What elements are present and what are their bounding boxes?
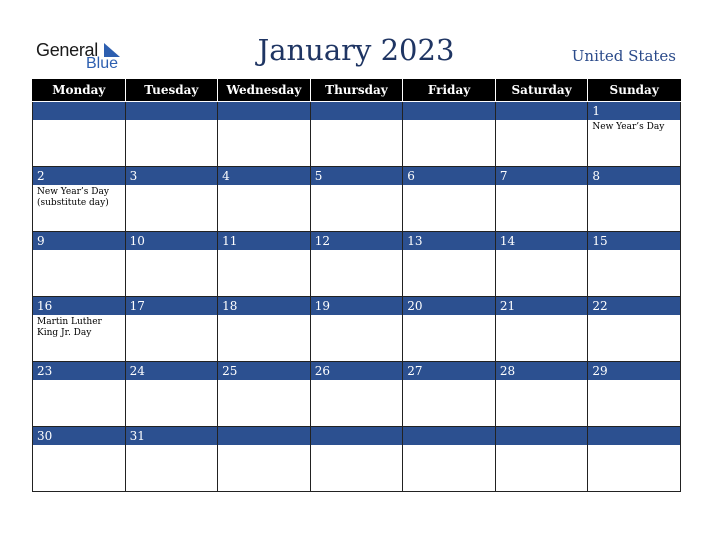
holiday-label: [33, 120, 125, 122]
day-number-bar: 18: [218, 297, 310, 315]
day-number-bar: 24: [126, 362, 218, 380]
holiday-label: Martin Luther King Jr. Day: [37, 317, 102, 338]
holiday-label: [126, 120, 218, 122]
day-number-bar: 30: [33, 427, 125, 445]
calendar-day-cell: [33, 297, 126, 362]
holiday-label: [588, 445, 680, 447]
calendar-day-cell: [495, 362, 588, 427]
calendar-day-cell: [218, 232, 311, 297]
holiday-label: [496, 380, 588, 382]
day-number-bar: 4: [218, 167, 310, 185]
holiday-label: [218, 445, 310, 447]
calendar-day-cell: [403, 297, 496, 362]
calendar-week-row: [33, 167, 681, 232]
holiday-label: [496, 445, 588, 447]
holiday-label: [126, 445, 218, 447]
calendar-week-row: [33, 232, 681, 297]
calendar-day-cell: [125, 102, 218, 167]
weekday-header: Thursday: [310, 79, 403, 102]
calendar-week-row: [33, 362, 681, 427]
holiday-label: [588, 380, 680, 382]
logo-text-blue: Blue: [86, 55, 119, 72]
day-number-bar: [218, 102, 310, 120]
calendar-day-cell: [125, 232, 218, 297]
calendar-day-cell: [403, 362, 496, 427]
holiday-label: [311, 120, 403, 122]
day-number-bar: [403, 427, 495, 445]
calendar-week-row: [33, 102, 681, 167]
calendar-day-cell: [588, 427, 681, 492]
calendar-day-cell: [125, 167, 218, 232]
calendar-day-cell: [125, 362, 218, 427]
holiday-label: [403, 185, 495, 187]
holiday-label: [311, 445, 403, 447]
holiday-label: [126, 380, 218, 382]
day-number-bar: [588, 427, 680, 445]
day-number-bar: 17: [126, 297, 218, 315]
holiday-label: [403, 315, 495, 317]
calendar-day-cell: [310, 167, 403, 232]
weekday-header: Friday: [403, 79, 496, 102]
day-number-bar: 11: [218, 232, 310, 250]
holiday-label: [403, 445, 495, 447]
day-number-bar: 31: [126, 427, 218, 445]
calendar-day-cell: [588, 232, 681, 297]
page-title: January 2023: [257, 33, 455, 67]
calendar-grid: [32, 79, 681, 492]
day-number-bar: [311, 102, 403, 120]
holiday-label: [588, 185, 680, 187]
calendar-day-cell: [310, 297, 403, 362]
calendar-day-cell: [33, 102, 126, 167]
weekday-header: Saturday: [495, 79, 588, 102]
holiday-label: [218, 250, 310, 252]
day-number-bar: [126, 102, 218, 120]
holiday-label: [496, 315, 588, 317]
day-number-bar: 19: [311, 297, 403, 315]
day-number-bar: 14: [496, 232, 588, 250]
holiday-label: [588, 315, 680, 317]
calendar-day-cell: [218, 167, 311, 232]
day-number-bar: 27: [403, 362, 495, 380]
day-number-bar: 23: [33, 362, 125, 380]
holiday-label: [218, 120, 310, 122]
holiday-label: [403, 380, 495, 382]
calendar-day-cell: [495, 167, 588, 232]
holiday-label: [218, 315, 310, 317]
holiday-label: New Year’s Day: [592, 122, 665, 132]
calendar-day-cell: [218, 102, 311, 167]
holiday-label: [588, 250, 680, 252]
holiday-label: [218, 380, 310, 382]
day-number-bar: 15: [588, 232, 680, 250]
calendar-day-cell: [403, 232, 496, 297]
calendar-day-cell: [403, 102, 496, 167]
day-number-bar: 28: [496, 362, 588, 380]
calendar-day-cell: [495, 427, 588, 492]
calendar-day-cell: [33, 362, 126, 427]
calendar-day-cell: [403, 167, 496, 232]
day-number-bar: 5: [311, 167, 403, 185]
day-number-bar: 3: [126, 167, 218, 185]
holiday-label: [311, 380, 403, 382]
holiday-label: [496, 185, 588, 187]
holiday-label: [311, 185, 403, 187]
day-number-bar: 2: [33, 167, 125, 185]
holiday-label: [33, 250, 125, 252]
calendar-day-cell: [588, 362, 681, 427]
calendar-day-cell: [310, 427, 403, 492]
holiday-label: [33, 380, 125, 382]
calendar-day-cell: [33, 167, 126, 232]
day-number-bar: 22: [588, 297, 680, 315]
calendar-day-cell: [495, 232, 588, 297]
day-number-bar: [496, 427, 588, 445]
day-number-bar: 26: [311, 362, 403, 380]
holiday-label: [33, 445, 125, 447]
day-number-bar: [218, 427, 310, 445]
day-number-bar: 20: [403, 297, 495, 315]
calendar-day-cell: [125, 427, 218, 492]
day-number-bar: 1: [588, 102, 680, 120]
calendar-day-cell: [125, 297, 218, 362]
calendar-day-cell: [33, 232, 126, 297]
calendar-day-cell: [403, 427, 496, 492]
holiday-label: [311, 315, 403, 317]
day-number-bar: 8: [588, 167, 680, 185]
weekday-header: Monday: [33, 79, 126, 102]
day-number-bar: [33, 102, 125, 120]
day-number-bar: 9: [33, 232, 125, 250]
calendar-day-cell: [588, 167, 681, 232]
day-number-bar: [496, 102, 588, 120]
holiday-label: [311, 250, 403, 252]
holiday-label: [496, 250, 588, 252]
country-label: United States: [571, 47, 676, 65]
holiday-label: [126, 185, 218, 187]
day-number-bar: 16: [33, 297, 125, 315]
day-number-bar: 6: [403, 167, 495, 185]
holiday-label: [403, 120, 495, 122]
calendar-day-cell: [33, 427, 126, 492]
calendar-day-cell: [495, 102, 588, 167]
day-number-bar: 7: [496, 167, 588, 185]
holiday-label: [126, 315, 218, 317]
holiday-label: [496, 120, 588, 122]
day-number-bar: 10: [126, 232, 218, 250]
calendar-week-row: [33, 297, 681, 362]
calendar-day-cell: [310, 362, 403, 427]
day-number-bar: 25: [218, 362, 310, 380]
calendar-day-cell: [588, 102, 681, 167]
calendar-day-cell: [218, 362, 311, 427]
calendar-day-cell: [218, 297, 311, 362]
calendar-day-cell: [310, 232, 403, 297]
calendar-day-cell: [310, 102, 403, 167]
day-number-bar: 21: [496, 297, 588, 315]
weekday-header: Sunday: [588, 79, 681, 102]
day-number-bar: 12: [311, 232, 403, 250]
day-number-bar: [403, 102, 495, 120]
weekday-header: Tuesday: [125, 79, 218, 102]
calendar-day-cell: [588, 297, 681, 362]
day-number-bar: 29: [588, 362, 680, 380]
holiday-label: [403, 250, 495, 252]
calendar-week-row: [33, 427, 681, 492]
weekday-header: Wednesday: [218, 79, 311, 102]
holiday-label: [126, 250, 218, 252]
calendar-day-cell: [495, 297, 588, 362]
day-number-bar: [311, 427, 403, 445]
day-number-bar: 13: [403, 232, 495, 250]
holiday-label: New Year’s Day (substitute day): [37, 187, 109, 208]
weekday-header-row: [33, 79, 681, 102]
holiday-label: [218, 185, 310, 187]
logo-text-general: General: [36, 40, 98, 60]
calendar-day-cell: [218, 427, 311, 492]
